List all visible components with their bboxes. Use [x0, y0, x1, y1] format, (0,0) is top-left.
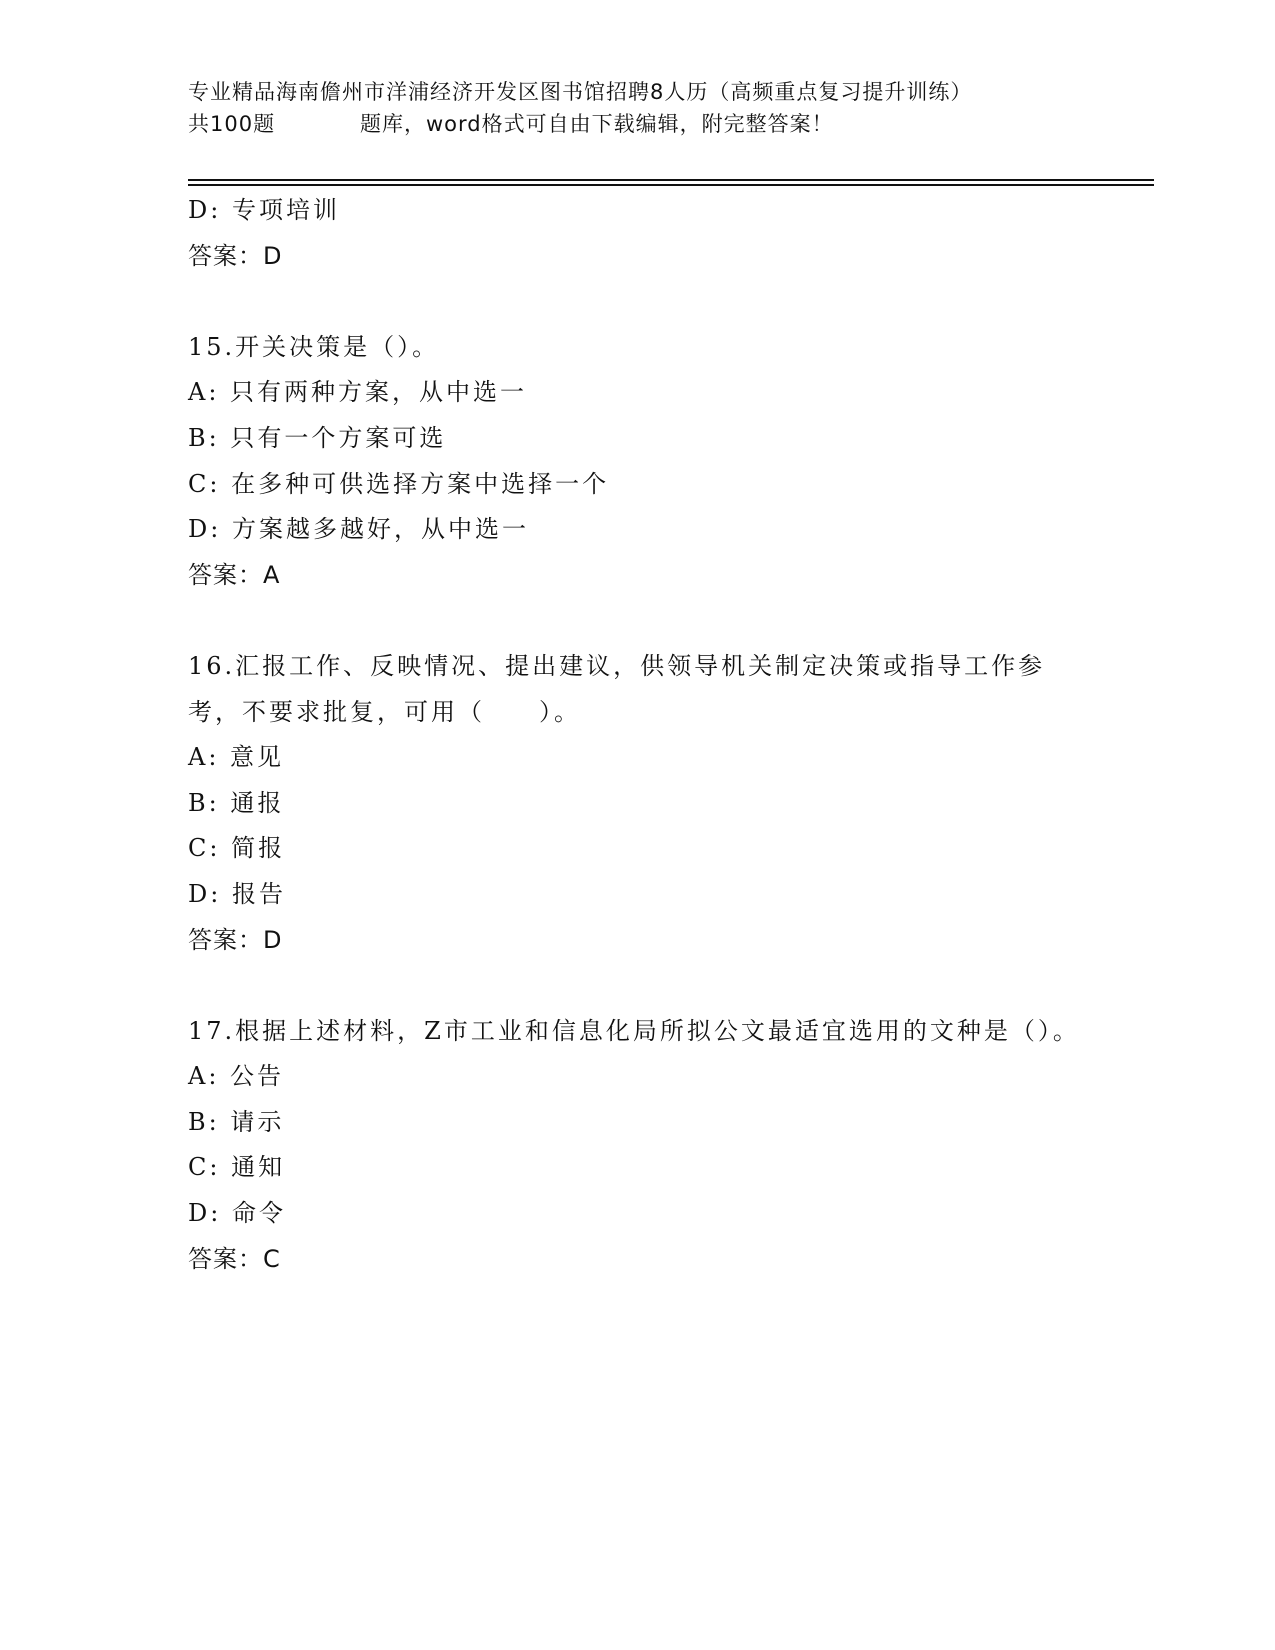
- option-c: C: 在多种可供选择方案中选择一个: [188, 469, 610, 498]
- option-b: B: 只有一个方案可选: [188, 423, 447, 452]
- spacer: [188, 598, 1088, 644]
- option-b: B: 请示: [188, 1107, 285, 1136]
- question-16: [188, 644, 1088, 963]
- header-description: 题库，word格式可自由下载编辑，附完整答案！: [360, 112, 834, 136]
- question-15: [188, 325, 1088, 599]
- option-d: D: 报告: [188, 879, 286, 908]
- question-stem: 16.汇报工作、反映情况、提出建议，供领导机关制定决策或指导工作参考，不要求批复，可用（ ）。: [188, 651, 1046, 726]
- option-a: A: 意见: [188, 743, 285, 772]
- option-a: A: 只有两种方案，从中选一: [188, 378, 528, 407]
- answer-line: 答案：C: [188, 1244, 281, 1273]
- answer-line: 答案：D: [188, 925, 283, 954]
- spacer: [188, 279, 1088, 325]
- page-header: [188, 76, 1088, 140]
- option-a: A: 公告: [188, 1062, 285, 1091]
- header-title-line1: 专业精品海南儋州市洋浦经济开发区图书馆招聘8人历（高频重点复习提升训练）: [188, 80, 973, 104]
- header-title-line2: [188, 108, 1088, 140]
- document-body: [188, 188, 1088, 1282]
- option-d: D: 专项培训: [188, 196, 340, 224]
- answer-line: 答案：A: [188, 560, 281, 589]
- spacer: [188, 963, 1088, 1009]
- question-count: 共100题: [188, 112, 276, 136]
- question-stem: 17.根据上述材料，Z市工业和信息化局所拟公文最适宜选用的文种是（）。: [188, 1016, 1080, 1045]
- prev-question-tail: [188, 188, 1088, 279]
- option-c: C: 通知: [188, 1153, 286, 1182]
- option-c: C: 简报: [188, 834, 286, 863]
- question-17: [188, 1009, 1088, 1283]
- header-divider-bottom: [188, 184, 1154, 186]
- answer-line: 答案：D: [188, 241, 283, 270]
- question-stem: 15.开关决策是（）。: [188, 332, 440, 361]
- option-b: B: 通报: [188, 788, 285, 817]
- header-divider-top: [188, 179, 1154, 181]
- option-d: D: 方案越多越好，从中选一: [188, 515, 529, 544]
- option-d: D: 命令: [188, 1199, 286, 1228]
